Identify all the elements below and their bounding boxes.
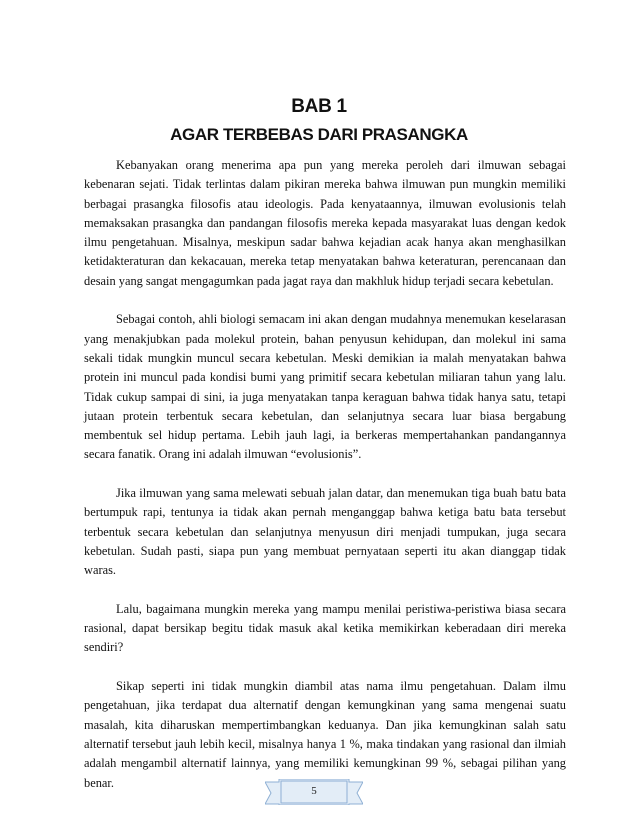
paragraph-5: Sikap seperti ini tidak mungkin diambil atas nama ilmu pengetahuan. Dalam ilmu pengetahuan, jika terdapat dua alternatif dengan kemungkinan yang sama mengenai suatu masalah, kita diharuskan mempertimbangkan keduanya. Dan jika kemungkinan salah satu alternatif tersebut jauh lebih kecil, misalnya hanya 1 %, maka tindakan yang rasional dan ilmiah adalah mengambil alternatif lainnya, yang memiliki kemungkinan 99 %, sebagai pilihan yang benar. bbox=[84, 679, 566, 790]
chapter-title: AGAR TERBEBAS DARI PRASANGKA bbox=[170, 125, 468, 144]
body-text bbox=[84, 156, 566, 812]
chapter-label: BAB 1 bbox=[291, 96, 347, 117]
page-number: 5 bbox=[311, 785, 317, 797]
page-number-badge bbox=[265, 779, 363, 805]
paragraph-3: Jika ilmuwan yang sama melewati sebuah jalan datar, dan menemukan tiga buah batu bata bertumpuk rapi, tentunya ia tidak akan pernah menganggap bahwa ketiga batu bata tersebut terbentuk secara kebetulan dan selanjutnya menyusun diri menjadi tumpukan, juga secara kebetulan. Sudah pasti, siapa pun yang membuat pernyataan seperti itu akan dianggap tidak waras. bbox=[84, 486, 566, 578]
paragraph-1: Kebanyakan orang menerima apa pun yang mereka peroleh dari ilmuwan sebagai kebenaran sejati. Tidak terlintas dalam pikiran mereka bahwa ilmuwan pun mungkin memiliki berbagai prasangka filosofis atau ideologis. Pada kenyataannya, ilmuwan evolusionis telah memaksakan prasangka dan pandangan filosofis mereka kepada masyarakat luas dengan kedok ilmu pengetahuan. Misalnya, meskipun sadar bahwa kejadian acak hanya akan menghasilkan ketidakteraturan dan kekacauan, mereka tetap menyatakan bahwa keteraturan, perencanaan dan desain yang sangat mengagumkan pada jagat raya dan makhluk hidup terjadi secara kebetulan. bbox=[84, 158, 566, 288]
paragraph-4: Lalu, bagaimana mungkin mereka yang mampu menilai peristiwa-peristiwa biasa secara rasional, dapat bersikap begitu tidak masuk akal ketika memikirkan keberadaan diri mereka sendiri? bbox=[84, 601, 566, 655]
paragraph-2: Sebagai contoh, ahli biologi semacam ini akan dengan mudahnya menemukan keselarasan yang menakjubkan pada molekul protein, bahan penyusun kehidupan, dan molekul ini sama sekali tidak mungkin muncul secara kebetulan. Meski demikian ia malah menyatakan bahwa protein ini muncul pada kondisi bumi yang primitif secara kebetulan miliaran tahun yang lalu. Tidak cukup sampai di sini, ia juga menyatakan tanpa keraguan bahwa tidak hanya satu, tetapi jutaan protein terbentuk secara kebetulan, dan selanjutnya secara luar biasa bergabung membentuk sel hidup pertama. Lebih jauh lagi, ia berkeras mempertahankan pandangannya secara fanatik. Orang ini adalah ilmuwan “evolusionis”. bbox=[84, 312, 566, 462]
